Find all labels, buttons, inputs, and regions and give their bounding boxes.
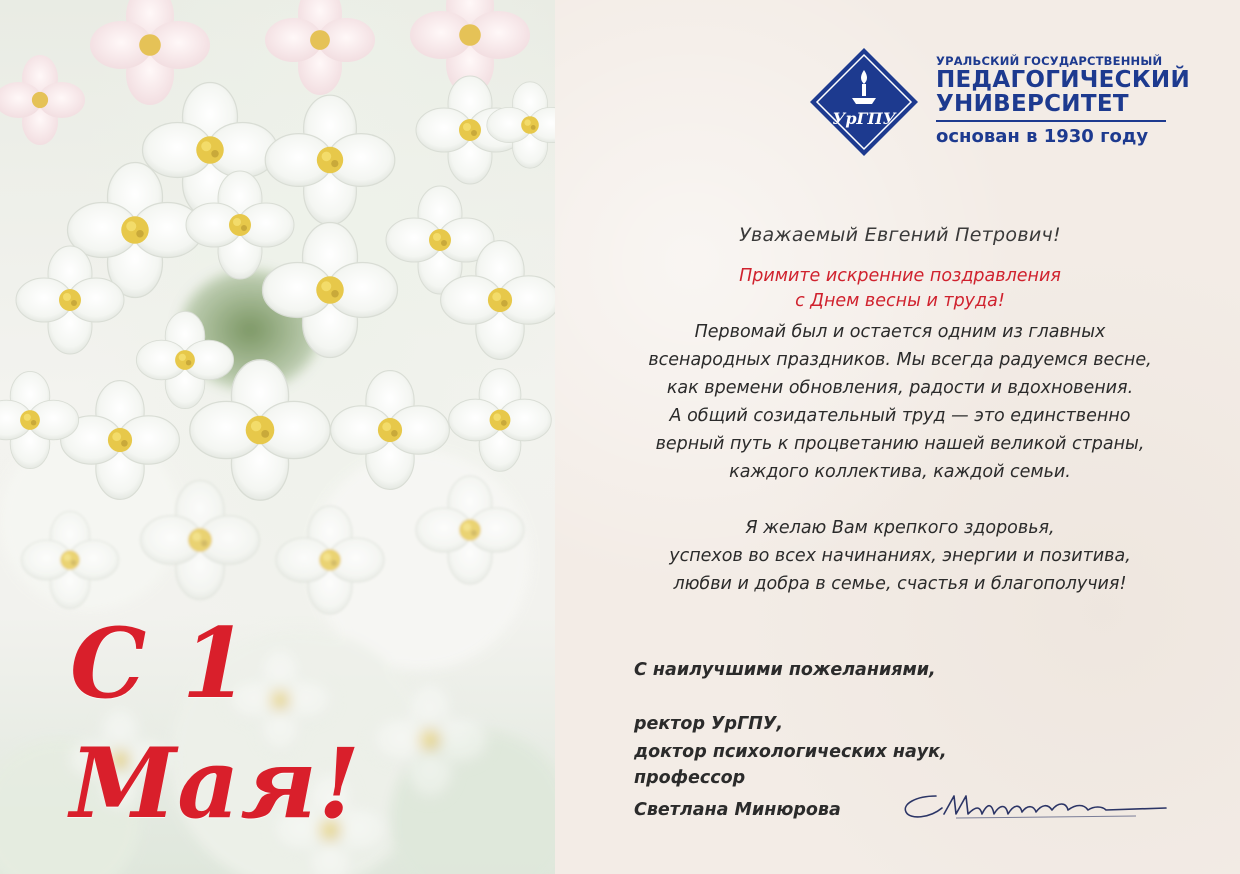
congrats-line: с Днем весны и труда! — [795, 291, 1005, 311]
paragraph-2 — [600, 514, 1200, 598]
logo-line2: ПЕДАГОГИЧЕСКИЙ — [936, 67, 1191, 93]
paragraph-line: А общий созидательный труд — это единственно — [669, 406, 1131, 426]
paragraph-line: всенародных праздников. Мы всегда радуемся весне, — [648, 350, 1152, 370]
paragraph-line: каждого коллектива, каждой семьи. — [729, 462, 1071, 482]
paragraph-line: верный путь к процветанию нашей великой страны, — [655, 434, 1145, 454]
paragraph-1 — [600, 318, 1200, 486]
paragraph-line: любви и добра в семье, счастья и благополучия! — [673, 574, 1127, 594]
congratulations — [600, 264, 1200, 314]
signer-name: Светлана Минюрова — [634, 800, 841, 820]
logo-founded: основан в 1930 году — [936, 126, 1149, 147]
paragraph-line: Первомай был и остается одним из главных — [694, 322, 1106, 342]
university-logo — [808, 46, 1191, 158]
signer-degree: доктор психологических наук, — [634, 742, 947, 762]
congrats-line: Примите искренние поздравления — [739, 266, 1061, 286]
signer-title: профессор — [634, 768, 746, 788]
logo-divider — [936, 120, 1166, 122]
emblem-text: УрГПУ — [832, 109, 896, 128]
paragraph-line: Я желаю Вам крепкого здоровья, — [745, 518, 1055, 538]
torch-emblem-icon — [808, 46, 920, 158]
logo-line3: УНИВЕРСИТЕТ — [936, 91, 1129, 117]
salutation: Уважаемый Евгений Петрович! — [739, 224, 1061, 246]
logo-line1: УРАЛЬСКИЙ ГОСУДАРСТВЕННЫЙ — [936, 54, 1163, 68]
handwritten-signature-icon — [896, 782, 1176, 832]
signer-position: ректор УрГПУ, — [634, 714, 784, 734]
logo-text — [936, 54, 1191, 148]
paragraph-line: как времени обновления, радости и вдохновения. — [666, 378, 1134, 398]
flower-photo — [0, 0, 555, 874]
paragraph-line: успехов во всех начинаниях, энергии и позитива, — [669, 546, 1131, 566]
closing: С наилучшими пожеланиями, — [634, 660, 936, 680]
may-day-headline: С 1 Мая! — [70, 607, 362, 840]
